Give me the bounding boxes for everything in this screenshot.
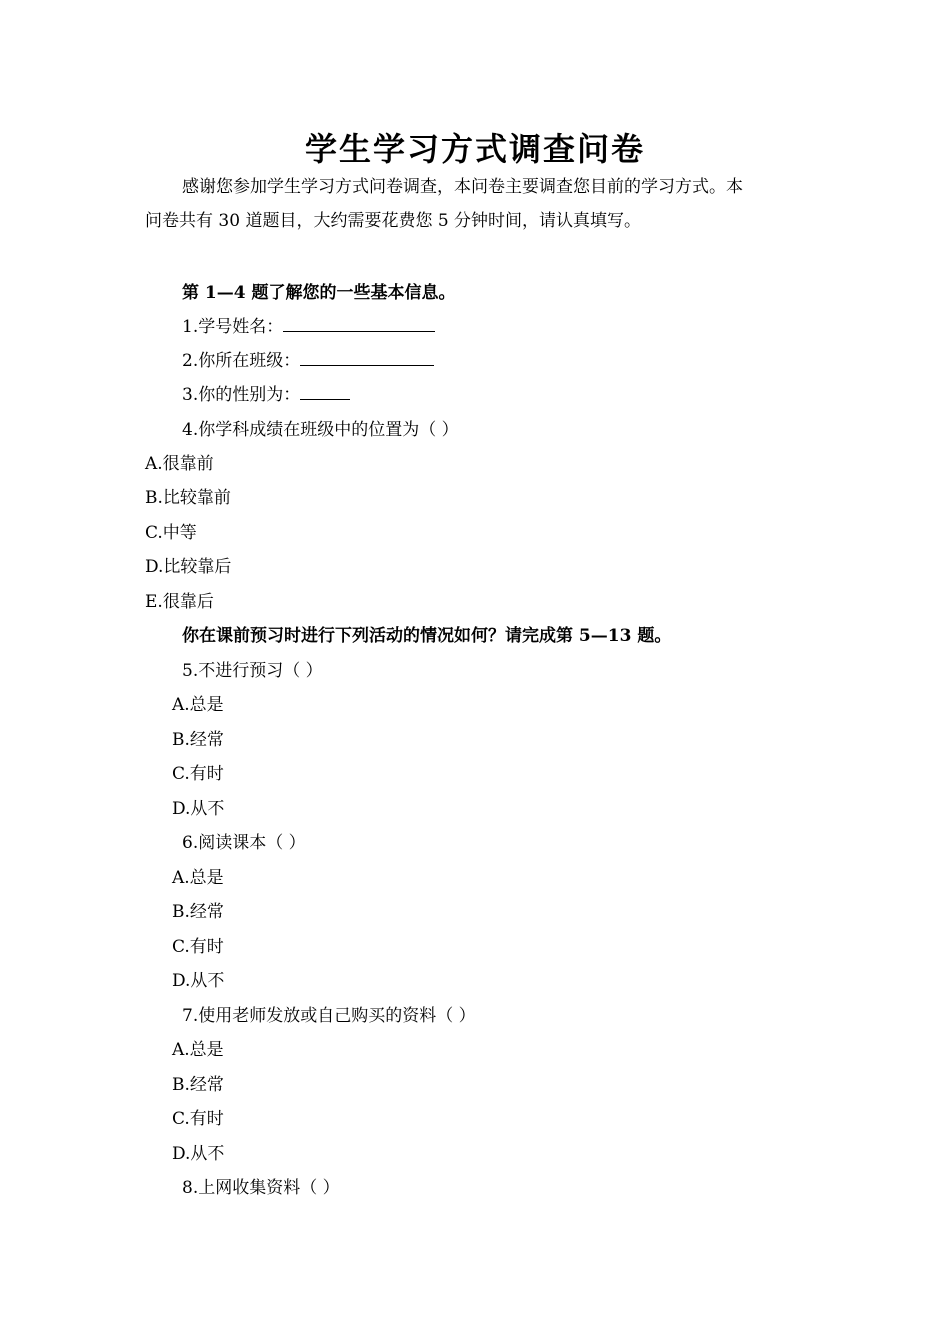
question-1: [182, 310, 435, 344]
question-6-option-d[interactable]: D.从不: [172, 971, 225, 991]
question-4-option-d[interactable]: D.比较靠后: [145, 557, 232, 577]
section-1-heading: 第 1—4 题了解您的一些基本信息。: [182, 283, 456, 303]
question-1-label: 1.学号姓名：: [182, 317, 284, 337]
question-5-option-b[interactable]: B.经常: [172, 730, 224, 750]
question-3-label: 3.你的性别为：: [182, 385, 301, 405]
question-4-option-b[interactable]: B.比较靠前: [145, 488, 231, 508]
class-blank[interactable]: [300, 351, 434, 366]
question-7-option-b[interactable]: B.经常: [172, 1075, 224, 1095]
question-4-option-e[interactable]: E.很靠后: [145, 592, 214, 612]
intro-line-2: 问卷共有 30 道题目，大约需要花费您 5 分钟时间，请认真填写。: [145, 211, 642, 231]
question-4-option-c[interactable]: C.中等: [145, 523, 197, 543]
gender-blank[interactable]: [300, 385, 350, 400]
question-2-label: 2.你所在班级：: [182, 351, 301, 371]
question-6-option-c[interactable]: C.有时: [172, 937, 224, 957]
student-id-name-blank[interactable]: [283, 317, 435, 332]
question-5-option-c[interactable]: C.有时: [172, 764, 224, 784]
question-5-option-d[interactable]: D.从不: [172, 799, 225, 819]
question-4: 4.你学科成绩在班级中的位置为（ ）: [182, 420, 459, 440]
question-3: [182, 378, 350, 412]
question-5-option-a[interactable]: A.总是: [172, 695, 224, 715]
question-7-option-d[interactable]: D.从不: [172, 1144, 225, 1164]
question-2: [182, 344, 434, 378]
question-6-option-b[interactable]: B.经常: [172, 902, 224, 922]
page-title: 学生学习方式调查问卷: [304, 130, 645, 168]
question-8: 8.上网收集资料（ ）: [182, 1178, 340, 1198]
question-6: 6.阅读课本（ ）: [182, 833, 306, 853]
question-6-option-a[interactable]: A.总是: [172, 868, 224, 888]
question-7: 7.使用老师发放或自己购买的资料（ ）: [182, 1006, 476, 1026]
question-5: 5.不进行预习（ ）: [182, 661, 323, 681]
question-7-option-a[interactable]: A.总是: [172, 1040, 224, 1060]
question-4-option-a[interactable]: A.很靠前: [145, 454, 214, 474]
intro-line-1: 感谢您参加学生学习方式问卷调查，本问卷主要调查您目前的学习方式。本: [182, 177, 743, 197]
section-2-heading: 你在课前预习时进行下列活动的情况如何？请完成第 5—13 题。: [182, 626, 672, 646]
question-7-option-c[interactable]: C.有时: [172, 1109, 224, 1129]
